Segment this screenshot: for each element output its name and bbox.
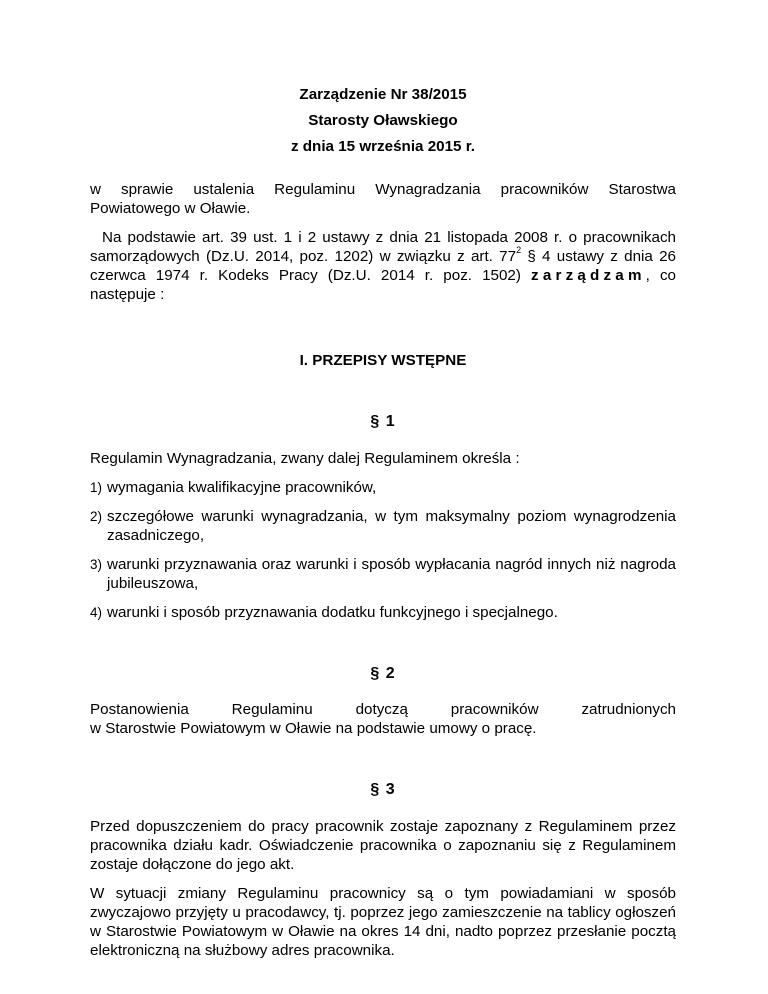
list-item: [90, 478, 676, 497]
subject-word: Regulaminu: [274, 181, 356, 198]
list-item-number: 1): [90, 480, 103, 495]
paragraph-2-word: zatrudnionych: [581, 701, 676, 718]
subject-line-1: [90, 180, 676, 199]
paragraph-3-label: § 3: [370, 781, 396, 798]
legal-basis-part3: , co następuje :: [90, 267, 676, 303]
list-item-text: szczegółowe warunki wynagradzania, w tym maksymalny poziom wynagrodzenia zasadniczego,: [107, 508, 676, 544]
paragraph-2-word: Postanowienia: [90, 701, 189, 718]
subject-word: ustalenia: [193, 181, 255, 198]
list-item-number: 4): [90, 605, 103, 620]
paragraph-2-label: § 2: [370, 665, 396, 682]
paragraph-2-word: Regulaminu: [231, 701, 313, 718]
decree-word: zarządzam: [531, 267, 646, 284]
section-title: I. PRZEPISY WSTĘPNE: [299, 352, 467, 369]
list-item-text: warunki przyznawania oraz warunki i sposób wypłacania nagród innych niż nagroda jubileuszowa,: [107, 556, 676, 592]
list-item-number: 3): [90, 557, 103, 572]
paragraph-2-line-1: [90, 700, 676, 719]
subject-word: Wynagradzania: [375, 181, 481, 198]
subject-line-2: Powiatowego w Oławie.: [90, 200, 251, 217]
list-item-number: 2): [90, 509, 103, 524]
document-title: Zarządzenie Nr 38/2015: [299, 86, 467, 103]
list-item: [90, 555, 676, 593]
paragraph-2-word: dotyczą: [355, 701, 408, 718]
document-date: z dnia 15 września 2015 r.: [290, 138, 476, 155]
paragraph-2-line-2: w Starostwie Powiatowym w Oławie na podstawie umowy o pracę.: [90, 720, 537, 737]
document-issuer: Starosty Oławskiego: [308, 112, 458, 129]
paragraph-1-label: § 1: [370, 413, 396, 430]
list-item: [90, 603, 676, 622]
document-content: [90, 82, 676, 960]
paragraph-1-list: [90, 478, 676, 622]
list-item-text: wymagania kwalifikacyjne pracowników,: [107, 479, 377, 496]
paragraph-2-word: pracowników: [450, 701, 539, 718]
document-subject: [90, 180, 676, 218]
paragraph-1-intro: Regulamin Wynagradzania, zwany dalej Regulaminem określa :: [90, 450, 520, 467]
list-item-text: warunki i sposób przyznawania dodatku funkcyjnego i specjalnego.: [107, 604, 558, 621]
list-item: [90, 507, 676, 545]
paragraph-3-text-2: W sytuacji zmiany Regulaminu pracownicy są o tym powiadamiani w sposób zwyczajowo przyjęty u pracodawcy, tj. poprzez jego zamieszczenie na tablicy ogłoszeń w Starostwie Powiatowym w Oławie na okres 14 dni, nadto poprzez przesłanie pocztą elektroniczną na służbowy adres pracownika.: [90, 885, 676, 959]
legal-basis-part1: Na podstawie art. 39 ust. 1 i 2 ustawy z dnia 21 listopada 2008 r. o pracownikach samorządowych (Dz.U. 2014, poz. 1202) w związku z art. 77: [90, 229, 676, 265]
legal-basis-part2: § 4 ustawy z dnia 26 czerwca 1974 r. Kodeks Pracy (Dz.U. 2014 r. poz. 1502): [90, 248, 676, 284]
legal-basis-superscript: 2: [516, 244, 522, 255]
subject-word: Starostwa: [608, 181, 676, 198]
subject-word: w: [90, 181, 101, 198]
subject-word: pracowników: [500, 181, 589, 198]
subject-word: sprawie: [120, 181, 174, 198]
paragraph-3-text-1: Przed dopuszczeniem do pracy pracownik zostaje zapoznany z Regulaminem przez pracownika działu kadr. Oświadczenie pracownika o zapoznaniu się z Regulaminem zostaje dołączone do jego akt.: [90, 818, 676, 873]
legal-basis: [90, 228, 676, 304]
